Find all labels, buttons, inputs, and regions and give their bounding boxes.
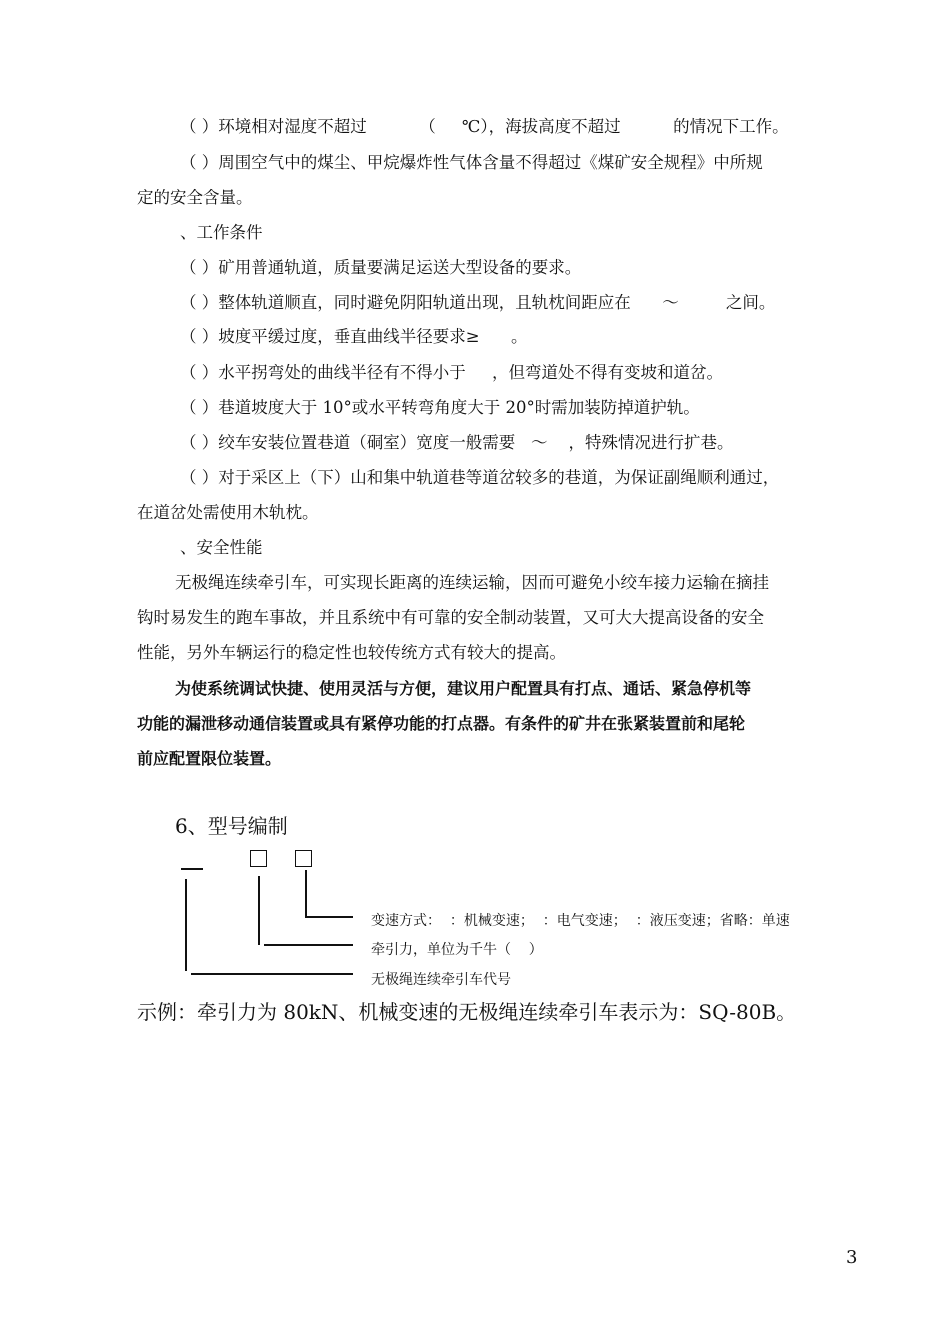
section-heading-work-conditions: 、工作条件 — [180, 223, 263, 242]
text-line-curve: （ ）水平拐弯处的曲线半径有不得小于 ，但弯道处不得有变坡和道岔。 — [180, 363, 723, 382]
section-heading-safety: 、安全性能 — [180, 538, 263, 557]
code-leader-horizontal — [191, 973, 353, 975]
text-line-track: （ ）矿用普通轨道，质量要满足运送大型设备的要求。 — [180, 258, 582, 277]
text-line-safety-3: 性能，另外车辆运行的稳定性也较传统方式有较大的提高。 — [137, 643, 566, 662]
force-box — [250, 850, 267, 867]
text-line-dust-cont: 定的安全含量。 — [137, 188, 253, 207]
force-leader-horizontal — [264, 944, 353, 946]
example-text: 示例：牵引力为 80kN、机械变速的无极绳连续牵引车表示为：SQ-80B。 — [137, 1000, 797, 1024]
label-product-code: 无极绳连续牵引车代号 — [371, 972, 511, 988]
text-line-winch: （ ）绞车安装位置巷道（硐室）宽度一般需要 ～ ，特殊情况进行扩巷。 — [180, 433, 734, 452]
section-6-title: 6、型号编制 — [175, 814, 288, 838]
force-leader-vertical — [258, 876, 260, 945]
code-leader-vertical — [185, 879, 187, 971]
text-line-safety-2: 钩时易发生的跑车事故，并且系统中有可靠的安全制动装置，又可大大提高设备的安全 — [137, 608, 764, 627]
text-line-recommend-2: 功能的漏泄移动通信装置或具有紧停功能的打点器。有条件的矿井在张紧装置前和尾轮 — [137, 714, 746, 733]
text-line-humidity: （ ）环境相对湿度不超过 （ ℃），海拔高度不超过 的情况下工作。 — [180, 117, 789, 136]
text-line-dust: （ ）周围空气中的煤尘、甲烷爆炸性气体含量不得超过《煤矿安全规程》中所规 — [180, 153, 763, 172]
page-number: 3 — [846, 1247, 858, 1268]
text-line-slope: （ ）坡度平缓过度，垂直曲线半径要求≥ 。 — [180, 327, 528, 346]
text-line-guardrail: （ ）巷道坡度大于 10°或水平转弯角度大于 20°时需加装防掉道护轨。 — [180, 398, 700, 417]
label-traction-force: 牵引力，单位为千牛（ ） — [371, 942, 543, 958]
speed-box — [295, 850, 312, 867]
text-line-recommend-1: 为使系统调试快捷、使用灵活与方便，建议用户配置具有打点、通话、紧急停机等 — [175, 679, 752, 698]
label-speed-mode: 变速方式： ：机械变速； ：电气变速； ：液压变速；省略：单速 — [371, 913, 790, 929]
speed-leader-vertical — [305, 870, 307, 917]
code-underline — [181, 868, 203, 870]
text-line-sleeper: （ ）整体轨道顺直，同时避免阴阳轨道出现，且轨枕间距应在 ～ 之间。 — [180, 293, 776, 312]
text-line-recommend-3: 前应配置限位装置。 — [137, 749, 282, 768]
text-line-turnout-cont: 在道岔处需使用木轨枕。 — [137, 503, 319, 522]
speed-leader-horizontal — [305, 916, 353, 918]
text-line-turnout: （ ）对于采区上（下）山和集中轨道巷等道岔较多的巷道，为保证副绳顺利通过， — [180, 468, 780, 487]
text-line-safety-1: 无极绳连续牵引车，可实现长距离的连续运输，因而可避免小绞车接力运输在摘挂 — [175, 573, 769, 592]
